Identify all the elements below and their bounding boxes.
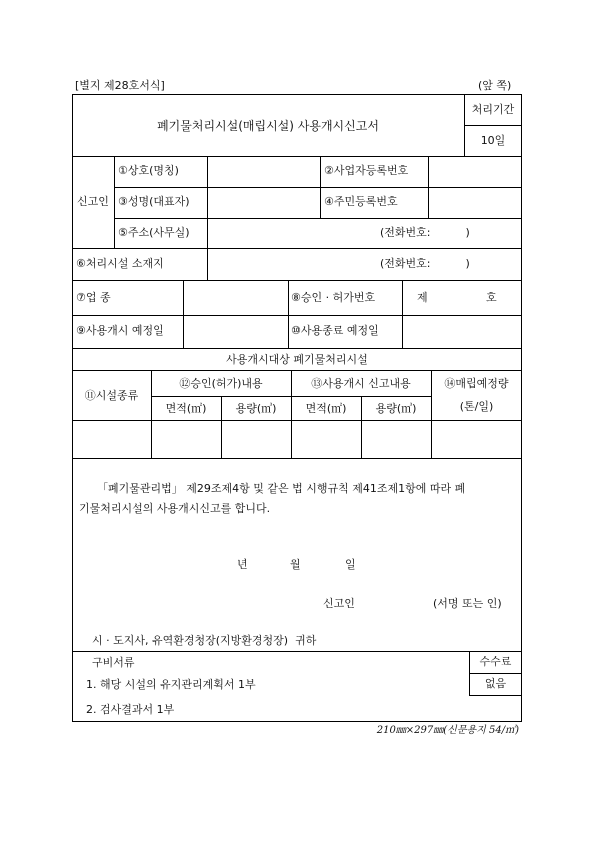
planned-volume-header: ⑭매립예정량 xyxy=(444,377,509,390)
end-date-label: ⑩사용종료 예정일 xyxy=(291,324,379,337)
approval-number-label: ⑧승인 · 허가번호 xyxy=(291,291,376,304)
attachment-item-1: 1. 해당 시설의 유지관리계획서 1부 xyxy=(86,678,256,691)
approval-volume-header: 용량(㎥) xyxy=(235,402,277,415)
recipient: 시 · 도지사, 유역환경청장(지방환경청장) 귀하 xyxy=(92,634,317,647)
approval-area-header: 면적(㎡) xyxy=(165,402,207,415)
page-side-label: (앞 쪽) xyxy=(478,79,512,92)
attachment-item-2: 2. 검사결과서 1부 xyxy=(86,703,175,716)
processing-period-value: 10일 xyxy=(480,134,506,147)
date-day-label: 일 xyxy=(345,558,356,571)
paper-spec: 210㎜×297㎜(신문용지 54/㎡) xyxy=(376,725,519,736)
facility-table-caption: 사용개시대상 폐기물처리시설 xyxy=(226,353,368,366)
facility-location-label: ⑥처리시설 소재지 xyxy=(76,257,164,270)
business-reg-no-label: ②사업자등록번호 xyxy=(324,164,409,177)
report-volume-header: 용량(㎥) xyxy=(375,402,417,415)
planned-volume-unit: (톤/일) xyxy=(459,400,494,413)
resident-reg-no-label: ④주민등록번호 xyxy=(324,195,398,208)
office-address-label: ⑤주소(사무실) xyxy=(118,226,190,239)
facility-phone: (전화번호: ) xyxy=(380,257,470,270)
date-month-label: 월 xyxy=(290,558,301,571)
fee-value: 없음 xyxy=(484,677,507,690)
declaration-line-1: 「폐기물관리법」 제29조제4항 및 같은 법 시행규칙 제41조제1항에 따라 폐 xyxy=(97,482,466,495)
report-area-header: 면적(㎡) xyxy=(305,402,347,415)
form-title: 폐기물처리시설(매립시설) 사용개시신고서 xyxy=(157,119,379,133)
approval-prefix: 제 xyxy=(417,291,428,304)
processing-period-label: 처리기간 xyxy=(471,103,515,116)
date-year-label: 년 xyxy=(237,558,248,571)
declaration-line-2: 기물처리시설의 사용개시신고를 합니다. xyxy=(79,502,271,515)
representative-name-label: ③성명(대표자) xyxy=(118,195,190,208)
address-phone: (전화번호: ) xyxy=(380,226,470,239)
signer-label: 신고인 xyxy=(323,597,355,610)
reporter-section-label: 신고인 xyxy=(77,195,109,208)
report-content-header: ⑬사용개시 신고내용 xyxy=(311,377,411,390)
fee-label: 수수료 xyxy=(479,655,512,668)
business-name-label: ①상호(명칭) xyxy=(118,164,179,177)
approval-content-header: ⑫승인(허가)내용 xyxy=(179,377,263,390)
signature-note: (서명 또는 인) xyxy=(433,597,502,610)
approval-suffix: 호 xyxy=(486,291,497,304)
business-type-label: ⑦업 종 xyxy=(76,291,111,304)
facility-type-header: ⑪시설종류 xyxy=(84,389,139,402)
form-number: [별지 제28호서식] xyxy=(75,79,165,92)
attachments-title: 구비서류 xyxy=(92,656,135,669)
start-date-label: ⑨사용개시 예정일 xyxy=(76,324,164,337)
